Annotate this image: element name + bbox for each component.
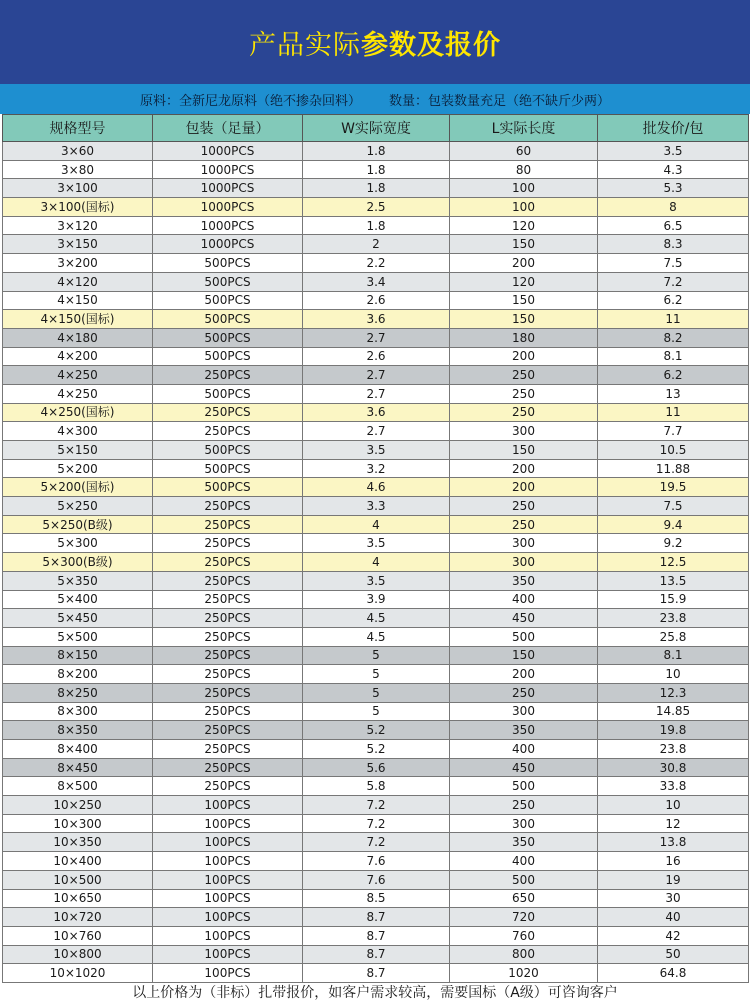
cell-width: 3.4 <box>303 272 450 291</box>
cell-price: 8 <box>598 198 749 217</box>
cell-price: 6.2 <box>598 366 749 385</box>
cell-pack: 100PCS <box>153 852 303 871</box>
cell-spec: 8×250 <box>3 683 153 702</box>
cell-width: 5 <box>303 683 450 702</box>
cell-pack: 250PCS <box>153 534 303 553</box>
cell-spec: 8×500 <box>3 777 153 796</box>
table-row <box>3 478 749 497</box>
material-note: 原料：全新尼龙原料（绝不掺杂回料） <box>139 93 361 109</box>
footer-note: 以上价格为（非标）扎带报价，如客户需求较高，需要国标（A级）可咨询客户 <box>132 985 618 1001</box>
cell-spec: 5×200 <box>3 459 153 478</box>
cell-length: 650 <box>450 889 598 908</box>
cell-pack: 250PCS <box>153 627 303 646</box>
cell-spec: 5×300(B级) <box>3 553 153 572</box>
cell-spec: 3×200 <box>3 254 153 273</box>
cell-length: 250 <box>450 384 598 403</box>
cell-length: 350 <box>450 833 598 852</box>
cell-price: 13.5 <box>598 571 749 590</box>
cell-length: 150 <box>450 441 598 460</box>
cell-price: 64.8 <box>598 964 749 983</box>
cell-spec: 8×150 <box>3 646 153 665</box>
cell-width: 3.6 <box>303 403 450 422</box>
table-row <box>3 216 749 235</box>
column-header-length: L实际长度 <box>450 115 598 142</box>
quantity-note: 数量：包装数量充足（绝不缺斤少两） <box>389 93 611 109</box>
table-row <box>3 683 749 702</box>
cell-pack: 250PCS <box>153 571 303 590</box>
cell-pack: 250PCS <box>153 422 303 441</box>
cell-price: 25.8 <box>598 627 749 646</box>
table-row <box>3 366 749 385</box>
cell-price: 4.3 <box>598 160 749 179</box>
price-table <box>2 114 749 983</box>
cell-pack: 500PCS <box>153 441 303 460</box>
page-header <box>0 0 750 84</box>
cell-spec: 4×250 <box>3 384 153 403</box>
table-row <box>3 833 749 852</box>
cell-spec: 5×200(国标) <box>3 478 153 497</box>
table-row <box>3 889 749 908</box>
cell-length: 300 <box>450 553 598 572</box>
cell-pack: 250PCS <box>153 702 303 721</box>
cell-length: 400 <box>450 852 598 871</box>
cell-width: 8.5 <box>303 889 450 908</box>
cell-length: 100 <box>450 198 598 217</box>
cell-price: 11.88 <box>598 459 749 478</box>
cell-width: 7.2 <box>303 833 450 852</box>
table-row <box>3 571 749 590</box>
cell-price: 3.5 <box>598 142 749 161</box>
table-row <box>3 627 749 646</box>
table-row <box>3 254 749 273</box>
cell-length: 400 <box>450 740 598 759</box>
table-row <box>3 590 749 609</box>
cell-width: 1.8 <box>303 179 450 198</box>
table-row <box>3 384 749 403</box>
cell-spec: 3×150 <box>3 235 153 254</box>
cell-pack: 100PCS <box>153 926 303 945</box>
cell-spec: 5×400 <box>3 590 153 609</box>
cell-length: 250 <box>450 515 598 534</box>
cell-spec: 3×100 <box>3 179 153 198</box>
cell-price: 33.8 <box>598 777 749 796</box>
cell-spec: 10×800 <box>3 945 153 964</box>
cell-length: 60 <box>450 142 598 161</box>
cell-length: 120 <box>450 272 598 291</box>
table-row <box>3 347 749 366</box>
cell-price: 15.9 <box>598 590 749 609</box>
cell-width: 7.6 <box>303 870 450 889</box>
table-row <box>3 497 749 516</box>
table-row <box>3 908 749 927</box>
cell-pack: 500PCS <box>153 310 303 329</box>
cell-length: 300 <box>450 534 598 553</box>
cell-width: 3.5 <box>303 571 450 590</box>
cell-price: 7.7 <box>598 422 749 441</box>
table-row <box>3 291 749 310</box>
cell-width: 4.5 <box>303 627 450 646</box>
cell-spec: 10×1020 <box>3 964 153 983</box>
cell-length: 200 <box>450 459 598 478</box>
cell-length: 200 <box>450 665 598 684</box>
cell-length: 250 <box>450 366 598 385</box>
column-header-price: 批发价/包 <box>598 115 749 142</box>
cell-width: 3.5 <box>303 534 450 553</box>
cell-width: 8.7 <box>303 926 450 945</box>
cell-spec: 8×200 <box>3 665 153 684</box>
cell-spec: 8×300 <box>3 702 153 721</box>
cell-spec: 4×250(国标) <box>3 403 153 422</box>
cell-spec: 3×80 <box>3 160 153 179</box>
cell-price: 42 <box>598 926 749 945</box>
cell-spec: 5×350 <box>3 571 153 590</box>
cell-price: 30.8 <box>598 758 749 777</box>
cell-spec: 4×120 <box>3 272 153 291</box>
cell-width: 7.2 <box>303 796 450 815</box>
table-row <box>3 328 749 347</box>
cell-length: 200 <box>450 254 598 273</box>
cell-length: 450 <box>450 758 598 777</box>
cell-price: 12.3 <box>598 683 749 702</box>
cell-pack: 1000PCS <box>153 160 303 179</box>
cell-price: 10.5 <box>598 441 749 460</box>
cell-width: 4.6 <box>303 478 450 497</box>
cell-length: 200 <box>450 478 598 497</box>
cell-price: 40 <box>598 908 749 927</box>
cell-length: 500 <box>450 627 598 646</box>
cell-length: 1020 <box>450 964 598 983</box>
cell-width: 5.2 <box>303 721 450 740</box>
cell-pack: 250PCS <box>153 403 303 422</box>
cell-width: 2.5 <box>303 198 450 217</box>
cell-price: 13.8 <box>598 833 749 852</box>
cell-width: 4 <box>303 553 450 572</box>
cell-pack: 1000PCS <box>153 198 303 217</box>
cell-width: 8.7 <box>303 964 450 983</box>
cell-pack: 100PCS <box>153 796 303 815</box>
cell-length: 720 <box>450 908 598 927</box>
cell-pack: 500PCS <box>153 384 303 403</box>
cell-price: 8.3 <box>598 235 749 254</box>
cell-spec: 10×350 <box>3 833 153 852</box>
cell-width: 2.6 <box>303 347 450 366</box>
cell-width: 5.6 <box>303 758 450 777</box>
cell-width: 3.3 <box>303 497 450 516</box>
cell-length: 300 <box>450 702 598 721</box>
cell-spec: 4×300 <box>3 422 153 441</box>
cell-spec: 8×350 <box>3 721 153 740</box>
cell-pack: 250PCS <box>153 777 303 796</box>
cell-price: 23.8 <box>598 609 749 628</box>
cell-pack: 250PCS <box>153 609 303 628</box>
cell-price: 6.5 <box>598 216 749 235</box>
table-row <box>3 814 749 833</box>
cell-price: 8.1 <box>598 347 749 366</box>
title-normal: 产品实际 <box>249 29 361 61</box>
cell-pack: 250PCS <box>153 721 303 740</box>
cell-spec: 10×250 <box>3 796 153 815</box>
cell-spec: 10×650 <box>3 889 153 908</box>
cell-width: 1.8 <box>303 142 450 161</box>
cell-price: 11 <box>598 403 749 422</box>
cell-price: 5.3 <box>598 179 749 198</box>
cell-length: 250 <box>450 497 598 516</box>
cell-spec: 3×120 <box>3 216 153 235</box>
cell-pack: 250PCS <box>153 515 303 534</box>
cell-price: 30 <box>598 889 749 908</box>
cell-spec: 5×150 <box>3 441 153 460</box>
table-row <box>3 198 749 217</box>
table-row <box>3 758 749 777</box>
table-body <box>3 142 749 983</box>
cell-pack: 250PCS <box>153 646 303 665</box>
cell-length: 120 <box>450 216 598 235</box>
table-header-row <box>3 115 749 142</box>
cell-price: 13 <box>598 384 749 403</box>
cell-pack: 100PCS <box>153 908 303 927</box>
title-bold: 参数及报价 <box>361 29 501 61</box>
cell-pack: 500PCS <box>153 291 303 310</box>
cell-spec: 5×250(B级) <box>3 515 153 534</box>
cell-pack: 1000PCS <box>153 216 303 235</box>
cell-price: 11 <box>598 310 749 329</box>
cell-width: 8.7 <box>303 908 450 927</box>
cell-price: 9.4 <box>598 515 749 534</box>
cell-width: 8.7 <box>303 945 450 964</box>
cell-price: 19.8 <box>598 721 749 740</box>
cell-price: 6.2 <box>598 291 749 310</box>
cell-width: 3.6 <box>303 310 450 329</box>
table-row <box>3 870 749 889</box>
cell-length: 80 <box>450 160 598 179</box>
cell-length: 500 <box>450 870 598 889</box>
column-header-width: W实际宽度 <box>303 115 450 142</box>
cell-price: 12 <box>598 814 749 833</box>
cell-spec: 10×300 <box>3 814 153 833</box>
cell-pack: 250PCS <box>153 366 303 385</box>
cell-length: 180 <box>450 328 598 347</box>
cell-price: 8.1 <box>598 646 749 665</box>
cell-price: 14.85 <box>598 702 749 721</box>
table-row <box>3 852 749 871</box>
cell-width: 5 <box>303 702 450 721</box>
cell-width: 2.2 <box>303 254 450 273</box>
cell-pack: 250PCS <box>153 758 303 777</box>
table-row <box>3 646 749 665</box>
cell-length: 150 <box>450 235 598 254</box>
cell-width: 2 <box>303 235 450 254</box>
cell-price: 10 <box>598 796 749 815</box>
cell-price: 19.5 <box>598 478 749 497</box>
cell-length: 400 <box>450 590 598 609</box>
table-row <box>3 945 749 964</box>
cell-spec: 5×500 <box>3 627 153 646</box>
table-row <box>3 721 749 740</box>
cell-length: 760 <box>450 926 598 945</box>
cell-pack: 250PCS <box>153 683 303 702</box>
table-row <box>3 422 749 441</box>
table-row <box>3 609 749 628</box>
cell-pack: 250PCS <box>153 553 303 572</box>
cell-spec: 5×450 <box>3 609 153 628</box>
cell-spec: 4×250 <box>3 366 153 385</box>
column-header-spec: 规格型号 <box>3 115 153 142</box>
cell-length: 300 <box>450 422 598 441</box>
cell-pack: 100PCS <box>153 870 303 889</box>
table-row <box>3 179 749 198</box>
table-row <box>3 534 749 553</box>
cell-pack: 500PCS <box>153 328 303 347</box>
cell-pack: 1000PCS <box>153 235 303 254</box>
cell-spec: 10×720 <box>3 908 153 927</box>
cell-spec: 8×450 <box>3 758 153 777</box>
cell-spec: 10×400 <box>3 852 153 871</box>
cell-pack: 100PCS <box>153 833 303 852</box>
cell-width: 3.9 <box>303 590 450 609</box>
cell-width: 2.7 <box>303 328 450 347</box>
table-row <box>3 441 749 460</box>
cell-spec: 4×150 <box>3 291 153 310</box>
cell-length: 250 <box>450 796 598 815</box>
cell-spec: 3×60 <box>3 142 153 161</box>
cell-width: 7.2 <box>303 814 450 833</box>
cell-length: 250 <box>450 683 598 702</box>
page-title <box>249 23 501 62</box>
cell-spec: 4×150(国标) <box>3 310 153 329</box>
cell-spec: 5×300 <box>3 534 153 553</box>
cell-width: 4.5 <box>303 609 450 628</box>
table-row <box>3 142 749 161</box>
cell-width: 5.8 <box>303 777 450 796</box>
cell-pack: 250PCS <box>153 590 303 609</box>
cell-pack: 500PCS <box>153 347 303 366</box>
cell-pack: 250PCS <box>153 497 303 516</box>
cell-pack: 100PCS <box>153 964 303 983</box>
cell-length: 200 <box>450 347 598 366</box>
cell-price: 7.5 <box>598 254 749 273</box>
table-row <box>3 926 749 945</box>
table-row <box>3 665 749 684</box>
cell-length: 800 <box>450 945 598 964</box>
cell-width: 2.6 <box>303 291 450 310</box>
table-row <box>3 515 749 534</box>
table-row <box>3 160 749 179</box>
cell-price: 19 <box>598 870 749 889</box>
cell-pack: 500PCS <box>153 478 303 497</box>
table-row <box>3 459 749 478</box>
table-row <box>3 553 749 572</box>
cell-length: 250 <box>450 403 598 422</box>
cell-length: 100 <box>450 179 598 198</box>
cell-width: 2.7 <box>303 366 450 385</box>
cell-pack: 500PCS <box>153 272 303 291</box>
cell-length: 450 <box>450 609 598 628</box>
cell-width: 5 <box>303 665 450 684</box>
cell-width: 2.7 <box>303 422 450 441</box>
cell-length: 150 <box>450 291 598 310</box>
cell-spec: 10×760 <box>3 926 153 945</box>
cell-price: 8.2 <box>598 328 749 347</box>
table-row <box>3 740 749 759</box>
cell-price: 50 <box>598 945 749 964</box>
cell-pack: 250PCS <box>153 740 303 759</box>
table-row <box>3 403 749 422</box>
table-row <box>3 702 749 721</box>
cell-length: 350 <box>450 571 598 590</box>
cell-spec: 5×250 <box>3 497 153 516</box>
cell-length: 350 <box>450 721 598 740</box>
cell-width: 4 <box>303 515 450 534</box>
cell-price: 23.8 <box>598 740 749 759</box>
table-row <box>3 310 749 329</box>
cell-spec: 4×180 <box>3 328 153 347</box>
cell-length: 300 <box>450 814 598 833</box>
cell-pack: 500PCS <box>153 254 303 273</box>
cell-pack: 100PCS <box>153 814 303 833</box>
cell-spec: 10×500 <box>3 870 153 889</box>
cell-width: 2.7 <box>303 384 450 403</box>
info-bar <box>0 84 750 114</box>
cell-width: 3.5 <box>303 441 450 460</box>
cell-pack: 100PCS <box>153 945 303 964</box>
cell-pack: 500PCS <box>153 459 303 478</box>
cell-pack: 1000PCS <box>153 142 303 161</box>
table-row <box>3 235 749 254</box>
cell-pack: 100PCS <box>153 889 303 908</box>
table-row <box>3 272 749 291</box>
cell-width: 5 <box>303 646 450 665</box>
cell-spec: 8×400 <box>3 740 153 759</box>
cell-pack: 1000PCS <box>153 179 303 198</box>
cell-spec: 3×100(国标) <box>3 198 153 217</box>
cell-price: 12.5 <box>598 553 749 572</box>
cell-price: 7.2 <box>598 272 749 291</box>
cell-width: 1.8 <box>303 160 450 179</box>
cell-price: 10 <box>598 665 749 684</box>
cell-spec: 4×200 <box>3 347 153 366</box>
column-header-pack: 包装（足量） <box>153 115 303 142</box>
table-row <box>3 777 749 796</box>
cell-width: 1.8 <box>303 216 450 235</box>
cell-width: 7.6 <box>303 852 450 871</box>
cell-price: 16 <box>598 852 749 871</box>
cell-pack: 250PCS <box>153 665 303 684</box>
cell-length: 150 <box>450 646 598 665</box>
cell-width: 5.2 <box>303 740 450 759</box>
cell-length: 150 <box>450 310 598 329</box>
cell-price: 9.2 <box>598 534 749 553</box>
cell-price: 7.5 <box>598 497 749 516</box>
table-row <box>3 796 749 815</box>
cell-length: 500 <box>450 777 598 796</box>
cell-width: 3.2 <box>303 459 450 478</box>
